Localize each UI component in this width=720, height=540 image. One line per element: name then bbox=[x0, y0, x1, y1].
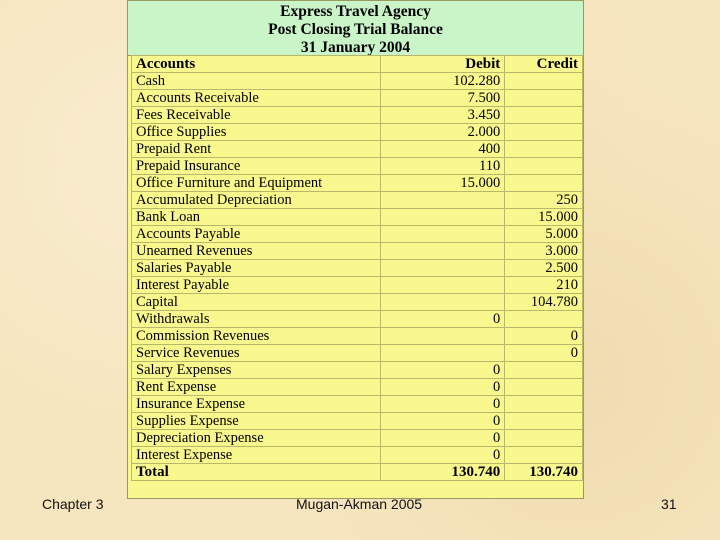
trial-balance-sheet bbox=[127, 0, 584, 499]
credit-column-header: Credit bbox=[505, 56, 583, 73]
account-cell: Rent Expense bbox=[132, 379, 381, 396]
credit-cell bbox=[505, 447, 583, 464]
table-row bbox=[132, 328, 583, 345]
credit-cell bbox=[505, 124, 583, 141]
debit-cell: 15.000 bbox=[381, 175, 505, 192]
account-cell: Accounts Payable bbox=[132, 226, 381, 243]
account-cell: Depreciation Expense bbox=[132, 430, 381, 447]
account-cell: Accounts Receivable bbox=[132, 90, 381, 107]
table-row bbox=[132, 107, 583, 124]
footer-chapter: Chapter 3 bbox=[42, 496, 104, 512]
credit-cell bbox=[505, 379, 583, 396]
debit-cell: 0 bbox=[381, 362, 505, 379]
account-cell: Prepaid Insurance bbox=[132, 158, 381, 175]
debit-cell: 110 bbox=[381, 158, 505, 175]
credit-cell: 0 bbox=[505, 328, 583, 345]
credit-cell bbox=[505, 107, 583, 124]
total-row bbox=[132, 464, 583, 481]
report-title: Post Closing Trial Balance bbox=[268, 21, 443, 38]
account-cell: Fees Receivable bbox=[132, 107, 381, 124]
footer-author: Mugan-Akman 2005 bbox=[296, 496, 423, 512]
credit-cell bbox=[505, 362, 583, 379]
table-row bbox=[132, 294, 583, 311]
table-row bbox=[132, 90, 583, 107]
credit-cell bbox=[505, 396, 583, 413]
debit-cell: 3.450 bbox=[381, 107, 505, 124]
table-row bbox=[132, 192, 583, 209]
credit-cell bbox=[505, 90, 583, 107]
debit-cell: 0 bbox=[381, 413, 505, 430]
table-row bbox=[132, 175, 583, 192]
company-name: Express Travel Agency bbox=[280, 3, 431, 20]
account-cell: Interest Expense bbox=[132, 447, 381, 464]
table-row bbox=[132, 141, 583, 158]
credit-cell bbox=[505, 430, 583, 447]
credit-cell bbox=[505, 73, 583, 90]
table-row bbox=[132, 311, 583, 328]
account-cell: Prepaid Rent bbox=[132, 141, 381, 158]
footer-page-number: 31 bbox=[661, 496, 677, 512]
table-row bbox=[132, 124, 583, 141]
account-cell: Office Furniture and Equipment bbox=[132, 175, 381, 192]
credit-cell: 15.000 bbox=[505, 209, 583, 226]
credit-cell bbox=[505, 141, 583, 158]
total-label: Total bbox=[132, 464, 381, 481]
total-debit: 130.740 bbox=[381, 464, 505, 481]
credit-cell: 250 bbox=[505, 192, 583, 209]
debit-cell bbox=[381, 226, 505, 243]
credit-cell: 210 bbox=[505, 277, 583, 294]
table-row bbox=[132, 345, 583, 362]
account-cell: Cash bbox=[132, 73, 381, 90]
debit-cell: 0 bbox=[381, 379, 505, 396]
debit-cell: 0 bbox=[381, 447, 505, 464]
account-cell: Withdrawals bbox=[132, 311, 381, 328]
account-cell: Accumulated Depreciation bbox=[132, 192, 381, 209]
debit-cell: 2.000 bbox=[381, 124, 505, 141]
debit-cell bbox=[381, 294, 505, 311]
debit-cell bbox=[381, 243, 505, 260]
table-row bbox=[132, 362, 583, 379]
account-cell: Office Supplies bbox=[132, 124, 381, 141]
account-cell: Service Revenues bbox=[132, 345, 381, 362]
credit-cell: 2.500 bbox=[505, 260, 583, 277]
credit-cell bbox=[505, 413, 583, 430]
debit-cell bbox=[381, 260, 505, 277]
account-cell: Unearned Revenues bbox=[132, 243, 381, 260]
table-body bbox=[132, 73, 583, 464]
accounts-column-header: Accounts bbox=[132, 56, 381, 73]
table-row bbox=[132, 73, 583, 90]
debit-cell bbox=[381, 328, 505, 345]
debit-cell bbox=[381, 192, 505, 209]
account-cell: Salary Expenses bbox=[132, 362, 381, 379]
debit-cell: 0 bbox=[381, 430, 505, 447]
debit-cell: 0 bbox=[381, 311, 505, 328]
credit-cell bbox=[505, 311, 583, 328]
table-row bbox=[132, 277, 583, 294]
table-row bbox=[132, 226, 583, 243]
account-cell: Insurance Expense bbox=[132, 396, 381, 413]
account-cell: Commission Revenues bbox=[132, 328, 381, 345]
account-cell: Bank Loan bbox=[132, 209, 381, 226]
debit-cell: 102.280 bbox=[381, 73, 505, 90]
credit-cell: 104.780 bbox=[505, 294, 583, 311]
debit-cell bbox=[381, 277, 505, 294]
credit-cell: 0 bbox=[505, 345, 583, 362]
trial-balance-header bbox=[128, 1, 583, 56]
account-cell: Interest Payable bbox=[132, 277, 381, 294]
debit-cell: 400 bbox=[381, 141, 505, 158]
table-row bbox=[132, 379, 583, 396]
debit-column-header: Debit bbox=[381, 56, 505, 73]
account-cell: Capital bbox=[132, 294, 381, 311]
debit-cell bbox=[381, 345, 505, 362]
table-row bbox=[132, 447, 583, 464]
table-row bbox=[132, 260, 583, 277]
table-row bbox=[132, 158, 583, 175]
credit-cell: 5.000 bbox=[505, 226, 583, 243]
debit-cell bbox=[381, 209, 505, 226]
total-credit: 130.740 bbox=[505, 464, 583, 481]
table-row bbox=[132, 413, 583, 430]
credit-cell bbox=[505, 175, 583, 192]
account-cell: Supplies Expense bbox=[132, 413, 381, 430]
credit-cell bbox=[505, 158, 583, 175]
trial-balance-table bbox=[131, 55, 583, 481]
table-header-row bbox=[132, 56, 583, 73]
table-row bbox=[132, 430, 583, 447]
table-row bbox=[132, 396, 583, 413]
account-cell: Salaries Payable bbox=[132, 260, 381, 277]
table-row bbox=[132, 243, 583, 260]
debit-cell: 0 bbox=[381, 396, 505, 413]
debit-cell: 7.500 bbox=[381, 90, 505, 107]
table-row bbox=[132, 209, 583, 226]
report-date: 31 January 2004 bbox=[300, 39, 411, 56]
credit-cell: 3.000 bbox=[505, 243, 583, 260]
